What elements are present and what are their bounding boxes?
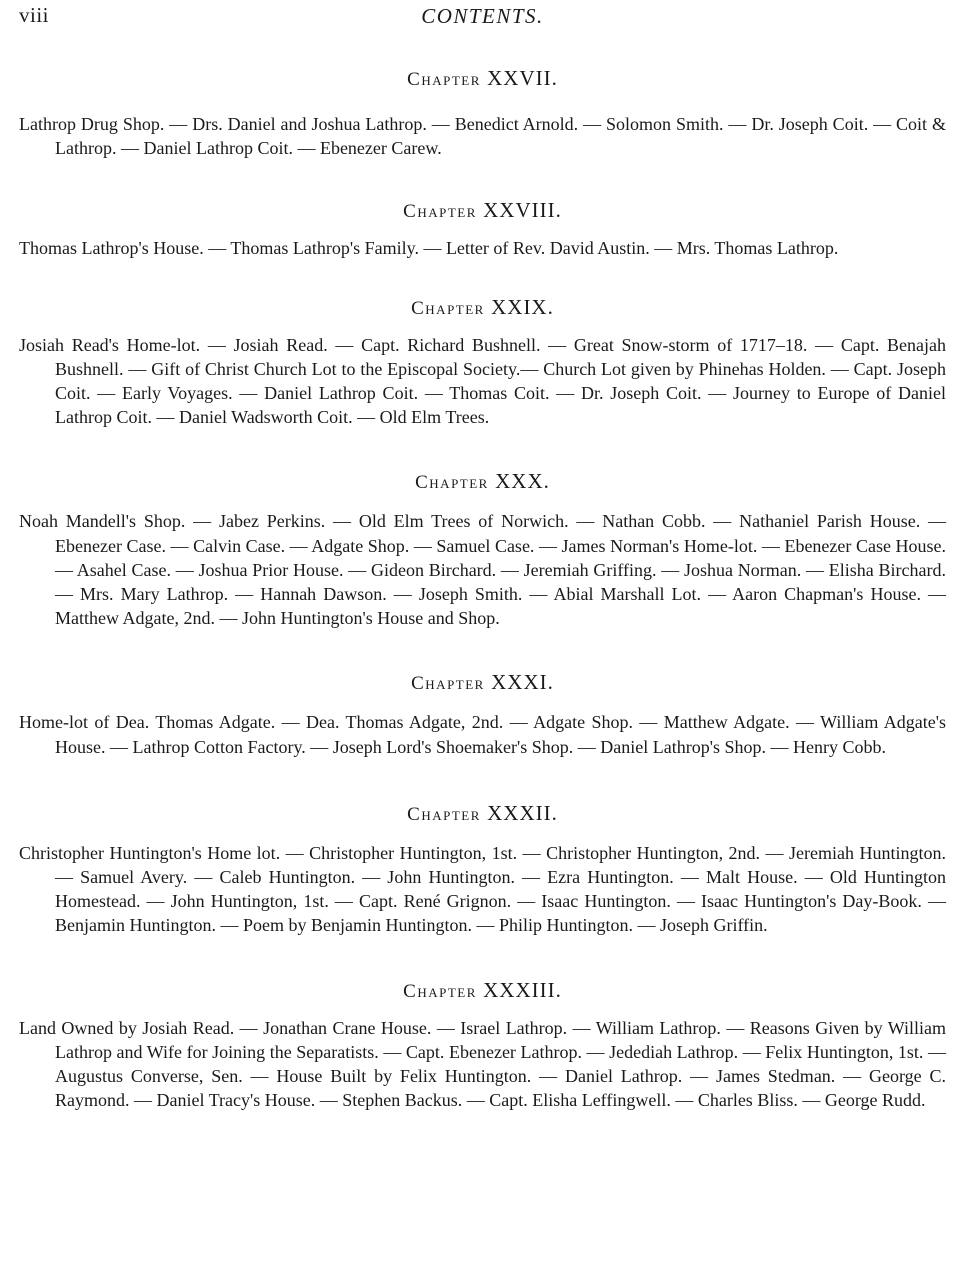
chapter-heading (19, 978, 946, 1004)
chapter-label: Chapter (411, 673, 485, 695)
chapter-numeral: XXVII. (487, 66, 558, 90)
chapter-heading (19, 469, 946, 495)
chapter-xxviii (19, 198, 946, 260)
chapter-label: Chapter (407, 69, 481, 90)
chapter-summary: Thomas Lathrop's House. — Thomas Lathrop's Family. — Letter of Rev. David Austin. — Mrs. Thomas Lathrop. (19, 238, 839, 259)
chapter-summary: Josiah Read's Home-lot. — Josiah Read. — Capt. Richard Bushnell. — Great Snow-storm of 1717–18. — Capt. Benajah Bushnell. — Gift of Christ Church Lot to the Episcopal Society.— Church Lot given by Phinehas Holden. — Capt. Joseph Coit. — Early Voyages. — Daniel Lathrop Coit. — Thomas Coit. — Dr. Joseph Coit. — Journey to Europe of Daniel Lathrop Coit. — Daniel Wadsworth Coit. — Old Elm Trees. (19, 334, 946, 428)
chapter-numeral: XXXII. (487, 800, 558, 825)
chapter-summary: Home-lot of Dea. Thomas Adgate. — Dea. Thomas Adgate, 2nd. — Adgate Shop. — Matthew Adgate. — William Adgate's House. — Lathrop Cotton Factory. — Joseph Lord's Shoemaker's Shop. — Daniel Lathrop's Shop. — Henry Cobb. (19, 712, 946, 757)
chapter-numeral: XXX. (495, 469, 550, 494)
chapter-numeral: XXXI. (491, 670, 554, 695)
chapter-heading (19, 198, 946, 224)
chapter-xxxii (19, 801, 946, 938)
chapter-label: Chapter (411, 297, 485, 319)
chapter-label: Chapter (403, 980, 477, 1002)
chapter-summary: Christopher Huntington's Home lot. — Christopher Huntington, 1st. — Christopher Huntington, 2nd. — Jeremiah Huntington. — Samuel Avery. — Caleb Huntington. — John Huntington. — Ezra Huntington. — Malt House. — Old Huntington Homestead. — John Huntington, 1st. — Capt. René Grignon. — Isaac Huntington. — Isaac Huntington's Day-Book. — Benjamin Huntington. — Poem by Benjamin Huntington. — Philip Huntington. — Joseph Griffin. (19, 842, 946, 936)
chapter-label: Chapter (415, 472, 489, 494)
running-title: CONTENTS. (421, 4, 544, 28)
chapter-heading (19, 670, 946, 696)
chapter-label: Chapter (407, 803, 481, 825)
chapter-label: Chapter (403, 201, 477, 223)
chapter-heading (19, 66, 946, 92)
chapter-xxxi (19, 670, 946, 758)
chapter-heading (19, 295, 946, 321)
chapter-xxix (19, 295, 946, 430)
chapter-heading (19, 801, 946, 827)
chapter-summary: Land Owned by Josiah Read. — Jonathan Crane House. — Israel Lathrop. — William Lathrop. — Reasons Given by William Lathrop and Wife for Joining the Separatists. — Capt. Ebenezer Lathrop. — Jedediah Lathrop. — Felix Huntington, 1st. — Augustus Converse, Sen. — House Built by Felix Huntington. — Daniel Lathrop. — James Stedman. — George C. Raymond. — Daniel Tracy's House. — Stephen Backus. — Capt. Elisha Leffingwell. — Charles Bliss. — George Rudd. (19, 1017, 946, 1111)
chapter-numeral: XXXIII. (483, 977, 562, 1002)
page-number: viii (19, 3, 50, 27)
chapter-summary: Noah Mandell's Shop. — Jabez Perkins. — Old Elm Trees of Norwich. — Nathan Cobb. — Nathaniel Parish House. — Ebenezer Case. — Calvin Case. — Adgate Shop. — Samuel Case. — James Norman's Home-lot. — Ebenezer Case House. — Asahel Case. — Joshua Prior House. — Gideon Birchard. — Jeremiah Griffing. — Joshua Norman. — Elisha Birchard. — Mrs. Mary Lathrop. — Hannah Dawson. — Joseph Smith. — Abial Marshall Lot. — Aaron Chapman's House. — Matthew Adgate, 2nd. — John Huntington's House and Shop. (19, 511, 946, 629)
chapter-summary: Lathrop Drug Shop. — Drs. Daniel and Joshua Lathrop. — Benedict Arnold. — Solomon Smith. — Dr. Joseph Coit. — Coit & Lathrop. — Daniel Lathrop Coit. — Ebenezer Carew. (19, 114, 946, 159)
chapter-xxvii (19, 66, 946, 160)
chapter-numeral: XXVIII. (483, 198, 562, 223)
running-head (19, 0, 946, 38)
chapter-numeral: XXIX. (491, 294, 554, 319)
chapter-xxxiii (19, 978, 946, 1113)
chapter-xxx (19, 469, 946, 630)
